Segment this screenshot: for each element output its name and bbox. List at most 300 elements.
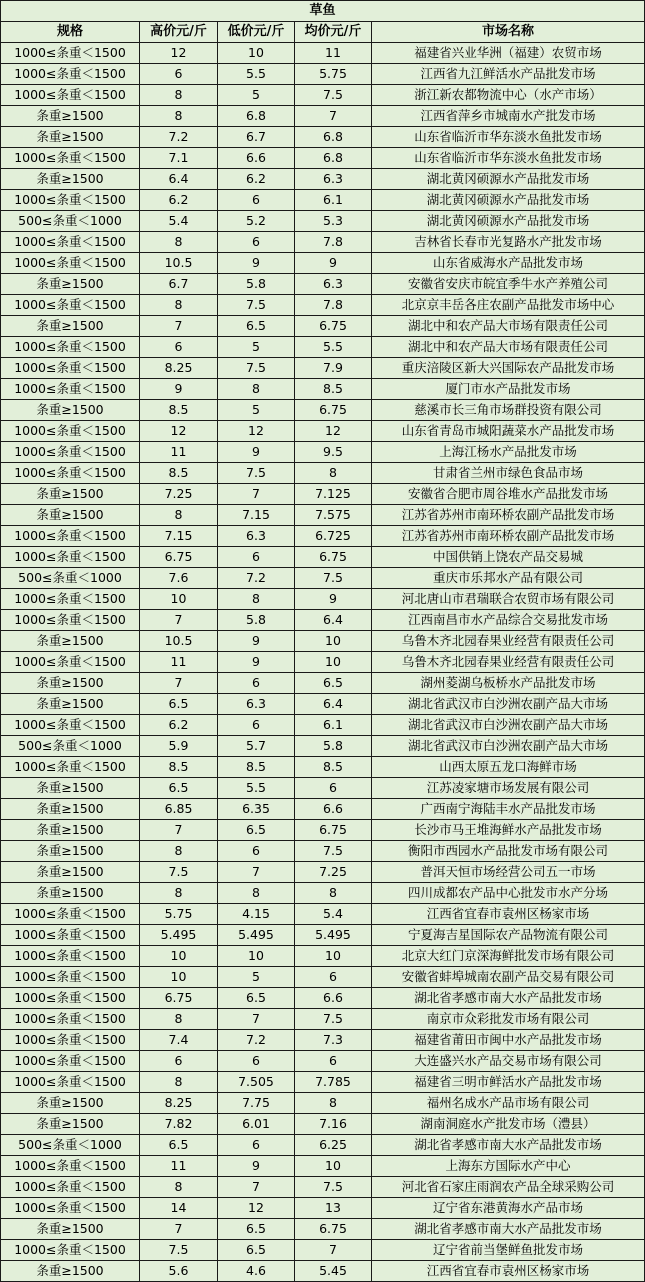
market-name-cell: 江西省九江鲜活水产品批发市场: [372, 64, 645, 85]
market-name-cell: 湖北省孝感市南大水产品批发市场: [372, 1135, 645, 1156]
market-name-cell: 南京市众彩批发市场有限公司: [372, 1009, 645, 1030]
avg-price-cell: 9: [295, 589, 372, 610]
high-price-cell: 6.85: [140, 799, 218, 820]
market-name-cell: 北京京丰岳各庄农副产品批发市场中心: [372, 295, 645, 316]
table-row: [1, 316, 645, 337]
avg-price-cell: 7.16: [295, 1114, 372, 1135]
table-row: [1, 568, 645, 589]
spec-cell: 条重≥1500: [1, 316, 140, 337]
spec-cell: 1000≤条重＜1500: [1, 757, 140, 778]
high-price-cell: 8: [140, 841, 218, 862]
spec-cell: 条重≥1500: [1, 799, 140, 820]
avg-price-cell: 5.45: [295, 1261, 372, 1282]
market-name-cell: 重庆市乐邦水产品有限公司: [372, 568, 645, 589]
low-price-cell: 5.5: [218, 64, 295, 85]
avg-price-cell: 5.3: [295, 211, 372, 232]
table-row: [1, 1198, 645, 1219]
table-row: [1, 1156, 645, 1177]
market-name-cell: 慈溪市长三角市场群投资有限公司: [372, 400, 645, 421]
high-price-cell: 8.25: [140, 1093, 218, 1114]
table-title: 草鱼: [1, 1, 645, 22]
spec-cell: 条重≥1500: [1, 1219, 140, 1240]
spec-cell: 1000≤条重＜1500: [1, 190, 140, 211]
table-row: [1, 169, 645, 190]
high-price-cell: 6.75: [140, 547, 218, 568]
high-price-cell: 6.5: [140, 778, 218, 799]
low-price-cell: 6.7: [218, 127, 295, 148]
table-row: [1, 820, 645, 841]
low-price-cell: 6.6: [218, 148, 295, 169]
spec-cell: 1000≤条重＜1500: [1, 526, 140, 547]
table-row: [1, 358, 645, 379]
avg-price-cell: 10: [295, 631, 372, 652]
avg-price-cell: 11: [295, 43, 372, 64]
high-price-cell: 8.5: [140, 757, 218, 778]
table-row: [1, 1009, 645, 1030]
table-row: [1, 673, 645, 694]
market-name-cell: 宁夏海吉星国际农产品物流有限公司: [372, 925, 645, 946]
low-price-cell: 6.5: [218, 1240, 295, 1261]
table-row: [1, 442, 645, 463]
low-price-cell: 6.01: [218, 1114, 295, 1135]
high-price-cell: 8: [140, 85, 218, 106]
spec-cell: 1000≤条重＜1500: [1, 253, 140, 274]
table-row: [1, 148, 645, 169]
market-name-cell: 湖北省武汉市白沙洲农副产品大市场: [372, 694, 645, 715]
low-price-cell: 7.2: [218, 1030, 295, 1051]
high-price-cell: 8: [140, 883, 218, 904]
low-price-cell: 6.5: [218, 316, 295, 337]
spec-cell: 1000≤条重＜1500: [1, 463, 140, 484]
table-row: [1, 232, 645, 253]
table-row: [1, 1219, 645, 1240]
market-name-cell: 甘肃省兰州市绿色食品市场: [372, 463, 645, 484]
table-row: [1, 883, 645, 904]
market-name-cell: 湖北省武汉市白沙洲农副产品大市场: [372, 736, 645, 757]
low-price-cell: 6.5: [218, 820, 295, 841]
market-name-cell: 四川成都农产品中心批发市水产分场: [372, 883, 645, 904]
market-name-cell: 江苏省苏州市南环桥农副产品批发市场: [372, 526, 645, 547]
low-price-cell: 6: [218, 715, 295, 736]
low-price-cell: 6.5: [218, 988, 295, 1009]
table-row: [1, 694, 645, 715]
low-price-cell: 6.2: [218, 169, 295, 190]
market-name-cell: 浙江新农都物流中心（水产市场）: [372, 85, 645, 106]
table-row: [1, 106, 645, 127]
high-price-cell: 8: [140, 1072, 218, 1093]
high-price-cell: 6.2: [140, 190, 218, 211]
high-price-cell: 11: [140, 652, 218, 673]
avg-price-cell: 6.725: [295, 526, 372, 547]
avg-price-cell: 6.75: [295, 316, 372, 337]
avg-price-cell: 6: [295, 778, 372, 799]
table-row: [1, 337, 645, 358]
spec-cell: 条重≥1500: [1, 1093, 140, 1114]
spec-cell: 1000≤条重＜1500: [1, 1198, 140, 1219]
low-price-cell: 12: [218, 1198, 295, 1219]
high-price-cell: 7.1: [140, 148, 218, 169]
table-row: [1, 946, 645, 967]
avg-price-cell: 8.5: [295, 379, 372, 400]
header-avg-price: 均价元/斤: [295, 22, 372, 43]
market-name-cell: 江西省萍乡市城南水产批发市场: [372, 106, 645, 127]
low-price-cell: 7: [218, 1177, 295, 1198]
high-price-cell: 8: [140, 505, 218, 526]
low-price-cell: 10: [218, 946, 295, 967]
market-name-cell: 江苏省苏州市南环桥农副产品批发市场: [372, 505, 645, 526]
low-price-cell: 6: [218, 547, 295, 568]
high-price-cell: 7.4: [140, 1030, 218, 1051]
table-row: [1, 1177, 645, 1198]
spec-cell: 条重≥1500: [1, 274, 140, 295]
market-name-cell: 河北省石家庄雨润农产品全球采购公司: [372, 1177, 645, 1198]
avg-price-cell: 10: [295, 1156, 372, 1177]
table-row: [1, 274, 645, 295]
high-price-cell: 11: [140, 1156, 218, 1177]
avg-price-cell: 5.8: [295, 736, 372, 757]
avg-price-cell: 8: [295, 883, 372, 904]
low-price-cell: 9: [218, 1156, 295, 1177]
low-price-cell: 7.75: [218, 1093, 295, 1114]
table-row: [1, 1135, 645, 1156]
table-row: [1, 1114, 645, 1135]
table-row: [1, 589, 645, 610]
low-price-cell: 7: [218, 484, 295, 505]
avg-price-cell: 6.75: [295, 547, 372, 568]
market-name-cell: 湖北黄冈硕源水产品批发市场: [372, 169, 645, 190]
market-name-cell: 湖北省孝感市南大水产品批发市场: [372, 1219, 645, 1240]
spec-cell: 条重≥1500: [1, 1114, 140, 1135]
spec-cell: 条重≥1500: [1, 127, 140, 148]
table-row: [1, 757, 645, 778]
low-price-cell: 6: [218, 232, 295, 253]
market-name-cell: 重庆涪陵区新大兴国际农产品批发市场: [372, 358, 645, 379]
high-price-cell: 7: [140, 820, 218, 841]
low-price-cell: 6.5: [218, 1219, 295, 1240]
low-price-cell: 7: [218, 862, 295, 883]
market-name-cell: 辽宁省东港黄海水产品市场: [372, 1198, 645, 1219]
avg-price-cell: 7.3: [295, 1030, 372, 1051]
high-price-cell: 6.4: [140, 169, 218, 190]
high-price-cell: 6.2: [140, 715, 218, 736]
low-price-cell: 4.15: [218, 904, 295, 925]
avg-price-cell: 7.8: [295, 232, 372, 253]
table-body: [1, 43, 645, 1282]
high-price-cell: 5.495: [140, 925, 218, 946]
avg-price-cell: 8: [295, 1093, 372, 1114]
avg-price-cell: 10: [295, 652, 372, 673]
spec-cell: 1000≤条重＜1500: [1, 1051, 140, 1072]
high-price-cell: 14: [140, 1198, 218, 1219]
spec-cell: 条重≥1500: [1, 631, 140, 652]
table-row: [1, 904, 645, 925]
avg-price-cell: 6.3: [295, 274, 372, 295]
avg-price-cell: 10: [295, 946, 372, 967]
avg-price-cell: 7.575: [295, 505, 372, 526]
avg-price-cell: 7.9: [295, 358, 372, 379]
market-name-cell: 江西省宜春市袁州区杨家市场: [372, 904, 645, 925]
low-price-cell: 9: [218, 631, 295, 652]
market-name-cell: 湖北黄冈硕源水产品批发市场: [372, 190, 645, 211]
market-name-cell: 江西省宜春市袁州区杨家市场: [372, 1261, 645, 1282]
spec-cell: 1000≤条重＜1500: [1, 337, 140, 358]
avg-price-cell: 8.5: [295, 757, 372, 778]
low-price-cell: 5.5: [218, 778, 295, 799]
table-row: [1, 631, 645, 652]
spec-cell: 1000≤条重＜1500: [1, 925, 140, 946]
table-row: [1, 85, 645, 106]
header-high-price: 高价元/斤: [140, 22, 218, 43]
low-price-cell: 5: [218, 337, 295, 358]
table-row: [1, 778, 645, 799]
avg-price-cell: 7: [295, 1240, 372, 1261]
avg-price-cell: 7.5: [295, 568, 372, 589]
table-row: [1, 652, 645, 673]
high-price-cell: 10: [140, 589, 218, 610]
low-price-cell: 10: [218, 43, 295, 64]
avg-price-cell: 6.25: [295, 1135, 372, 1156]
low-price-cell: 5: [218, 400, 295, 421]
avg-price-cell: 6.75: [295, 400, 372, 421]
avg-price-cell: 9.5: [295, 442, 372, 463]
table-row: [1, 211, 645, 232]
avg-price-cell: 6: [295, 1051, 372, 1072]
avg-price-cell: 7.5: [295, 1009, 372, 1030]
table-row: [1, 862, 645, 883]
spec-cell: 1000≤条重＜1500: [1, 715, 140, 736]
market-name-cell: 湖北省武汉市白沙洲农副产品大市场: [372, 715, 645, 736]
market-name-cell: 吉林省长春市光复路水产批发市场: [372, 232, 645, 253]
spec-cell: 条重≥1500: [1, 883, 140, 904]
low-price-cell: 6.8: [218, 106, 295, 127]
high-price-cell: 10: [140, 946, 218, 967]
avg-price-cell: 9: [295, 253, 372, 274]
market-name-cell: 山西太原五龙口海鲜市场: [372, 757, 645, 778]
high-price-cell: 10.5: [140, 631, 218, 652]
high-price-cell: 7.6: [140, 568, 218, 589]
low-price-cell: 12: [218, 421, 295, 442]
spec-cell: 1000≤条重＜1500: [1, 232, 140, 253]
high-price-cell: 6: [140, 1051, 218, 1072]
table-row: [1, 295, 645, 316]
market-name-cell: 河北唐山市君瑞联合农贸市场有限公司: [372, 589, 645, 610]
avg-price-cell: 5.5: [295, 337, 372, 358]
spec-cell: 1000≤条重＜1500: [1, 442, 140, 463]
high-price-cell: 7: [140, 673, 218, 694]
table-row: [1, 127, 645, 148]
low-price-cell: 4.6: [218, 1261, 295, 1282]
high-price-cell: 8: [140, 232, 218, 253]
market-name-cell: 湖北中和农产品大市场有限责任公司: [372, 337, 645, 358]
market-name-cell: 广西南宁海陆丰水产品批发市场: [372, 799, 645, 820]
market-name-cell: 辽宁省前当堡鲜鱼批发市场: [372, 1240, 645, 1261]
high-price-cell: 11: [140, 442, 218, 463]
avg-price-cell: 6.4: [295, 610, 372, 631]
table-row: [1, 484, 645, 505]
market-name-cell: 湖北黄冈硕源水产品批发市场: [372, 211, 645, 232]
spec-cell: 条重≥1500: [1, 862, 140, 883]
market-name-cell: 福州名成水产品市场有限公司: [372, 1093, 645, 1114]
low-price-cell: 5.2: [218, 211, 295, 232]
table-row: [1, 526, 645, 547]
low-price-cell: 5.8: [218, 274, 295, 295]
high-price-cell: 7: [140, 316, 218, 337]
spec-cell: 条重≥1500: [1, 1261, 140, 1282]
low-price-cell: 8.5: [218, 757, 295, 778]
low-price-cell: 6.3: [218, 526, 295, 547]
high-price-cell: 8: [140, 1177, 218, 1198]
high-price-cell: 5.4: [140, 211, 218, 232]
spec-cell: 1000≤条重＜1500: [1, 421, 140, 442]
header-market-name: 市场名称: [372, 22, 645, 43]
high-price-cell: 8: [140, 1009, 218, 1030]
spec-cell: 1000≤条重＜1500: [1, 295, 140, 316]
high-price-cell: 7.5: [140, 862, 218, 883]
spec-cell: 500≤条重＜1000: [1, 736, 140, 757]
low-price-cell: 9: [218, 253, 295, 274]
spec-cell: 1000≤条重＜1500: [1, 988, 140, 1009]
table-row: [1, 988, 645, 1009]
low-price-cell: 7.5: [218, 295, 295, 316]
high-price-cell: 7: [140, 610, 218, 631]
avg-price-cell: 6.6: [295, 988, 372, 1009]
market-name-cell: 湖北省孝感市南大水产品批发市场: [372, 988, 645, 1009]
table-row: [1, 610, 645, 631]
high-price-cell: 8: [140, 106, 218, 127]
table-row: [1, 379, 645, 400]
high-price-cell: 12: [140, 421, 218, 442]
avg-price-cell: 6.4: [295, 694, 372, 715]
high-price-cell: 7.2: [140, 127, 218, 148]
low-price-cell: 9: [218, 442, 295, 463]
high-price-cell: 5.75: [140, 904, 218, 925]
spec-cell: 1000≤条重＜1500: [1, 610, 140, 631]
market-name-cell: 山东省临沂市华东淡水鱼批发市场: [372, 148, 645, 169]
market-name-cell: 山东省青岛市城阳蔬菜水产品批发市场: [372, 421, 645, 442]
table-row: [1, 463, 645, 484]
spec-cell: 1000≤条重＜1500: [1, 1009, 140, 1030]
spec-cell: 1000≤条重＜1500: [1, 1177, 140, 1198]
table-row: [1, 715, 645, 736]
high-price-cell: 8.5: [140, 463, 218, 484]
header-spec: 规格: [1, 22, 140, 43]
avg-price-cell: 7.5: [295, 841, 372, 862]
low-price-cell: 6: [218, 1051, 295, 1072]
spec-cell: 1000≤条重＜1500: [1, 358, 140, 379]
spec-cell: 条重≥1500: [1, 820, 140, 841]
low-price-cell: 8: [218, 589, 295, 610]
avg-price-cell: 13: [295, 1198, 372, 1219]
avg-price-cell: 7.5: [295, 85, 372, 106]
spec-cell: 500≤条重＜1000: [1, 568, 140, 589]
market-name-cell: 乌鲁木齐北园春果业经营有限责任公司: [372, 652, 645, 673]
table-row: [1, 1072, 645, 1093]
low-price-cell: 7.2: [218, 568, 295, 589]
low-price-cell: 5: [218, 967, 295, 988]
market-name-cell: 大连盛兴水产品交易市场有限公司: [372, 1051, 645, 1072]
table-row: [1, 1093, 645, 1114]
avg-price-cell: 8: [295, 463, 372, 484]
spec-cell: 1000≤条重＜1500: [1, 1030, 140, 1051]
low-price-cell: 5.495: [218, 925, 295, 946]
table-row: [1, 421, 645, 442]
high-price-cell: 9: [140, 379, 218, 400]
table-row: [1, 43, 645, 64]
spec-cell: 条重≥1500: [1, 673, 140, 694]
avg-price-cell: 5.495: [295, 925, 372, 946]
market-name-cell: 湖州菱湖乌板桥水产品批发市场: [372, 673, 645, 694]
high-price-cell: 6: [140, 64, 218, 85]
avg-price-cell: 7.5: [295, 1177, 372, 1198]
spec-cell: 条重≥1500: [1, 694, 140, 715]
spec-cell: 500≤条重＜1000: [1, 211, 140, 232]
table-row: [1, 925, 645, 946]
spec-cell: 1000≤条重＜1500: [1, 148, 140, 169]
table-row: [1, 1051, 645, 1072]
spec-cell: 1000≤条重＜1500: [1, 589, 140, 610]
low-price-cell: 5.8: [218, 610, 295, 631]
avg-price-cell: 6.3: [295, 169, 372, 190]
market-name-cell: 安徽省合肥市周谷堆水产品批发市场: [372, 484, 645, 505]
table-row: [1, 190, 645, 211]
market-name-cell: 江苏凌家塘市场发展有限公司: [372, 778, 645, 799]
avg-price-cell: 7.785: [295, 1072, 372, 1093]
avg-price-cell: 6.8: [295, 148, 372, 169]
table-row: [1, 841, 645, 862]
market-name-cell: 长沙市马王堆海鲜水产品批发市场: [372, 820, 645, 841]
high-price-cell: 6.75: [140, 988, 218, 1009]
low-price-cell: 7.5: [218, 463, 295, 484]
low-price-cell: 7.505: [218, 1072, 295, 1093]
table-row: [1, 799, 645, 820]
market-name-cell: 衡阳市西园水产品批发市场有限公司: [372, 841, 645, 862]
high-price-cell: 8: [140, 295, 218, 316]
table-row: [1, 967, 645, 988]
spec-cell: 条重≥1500: [1, 400, 140, 421]
spec-cell: 条重≥1500: [1, 169, 140, 190]
high-price-cell: 6.5: [140, 1135, 218, 1156]
spec-cell: 1000≤条重＜1500: [1, 946, 140, 967]
avg-price-cell: 6.75: [295, 1219, 372, 1240]
spec-cell: 1000≤条重＜1500: [1, 1156, 140, 1177]
high-price-cell: 8.5: [140, 400, 218, 421]
avg-price-cell: 6.6: [295, 799, 372, 820]
avg-price-cell: 6.1: [295, 190, 372, 211]
low-price-cell: 7: [218, 1009, 295, 1030]
market-name-cell: 山东省威海水产品批发市场: [372, 253, 645, 274]
avg-price-cell: 5.4: [295, 904, 372, 925]
table-row: [1, 547, 645, 568]
table-row: [1, 1261, 645, 1282]
spec-cell: 1000≤条重＜1500: [1, 1072, 140, 1093]
low-price-cell: 5: [218, 85, 295, 106]
market-name-cell: 山东省临沂市华东淡水鱼批发市场: [372, 127, 645, 148]
low-price-cell: 8: [218, 379, 295, 400]
avg-price-cell: 6: [295, 967, 372, 988]
market-name-cell: 福建省莆田市闽中水产品批发市场: [372, 1030, 645, 1051]
table-row: [1, 400, 645, 421]
high-price-cell: 6.5: [140, 694, 218, 715]
table-row: [1, 64, 645, 85]
avg-price-cell: 7: [295, 106, 372, 127]
high-price-cell: 10: [140, 967, 218, 988]
low-price-cell: 8: [218, 883, 295, 904]
low-price-cell: 6.35: [218, 799, 295, 820]
spec-cell: 1000≤条重＜1500: [1, 904, 140, 925]
high-price-cell: 7: [140, 1219, 218, 1240]
spec-cell: 1000≤条重＜1500: [1, 85, 140, 106]
header-low-price: 低价元/斤: [218, 22, 295, 43]
